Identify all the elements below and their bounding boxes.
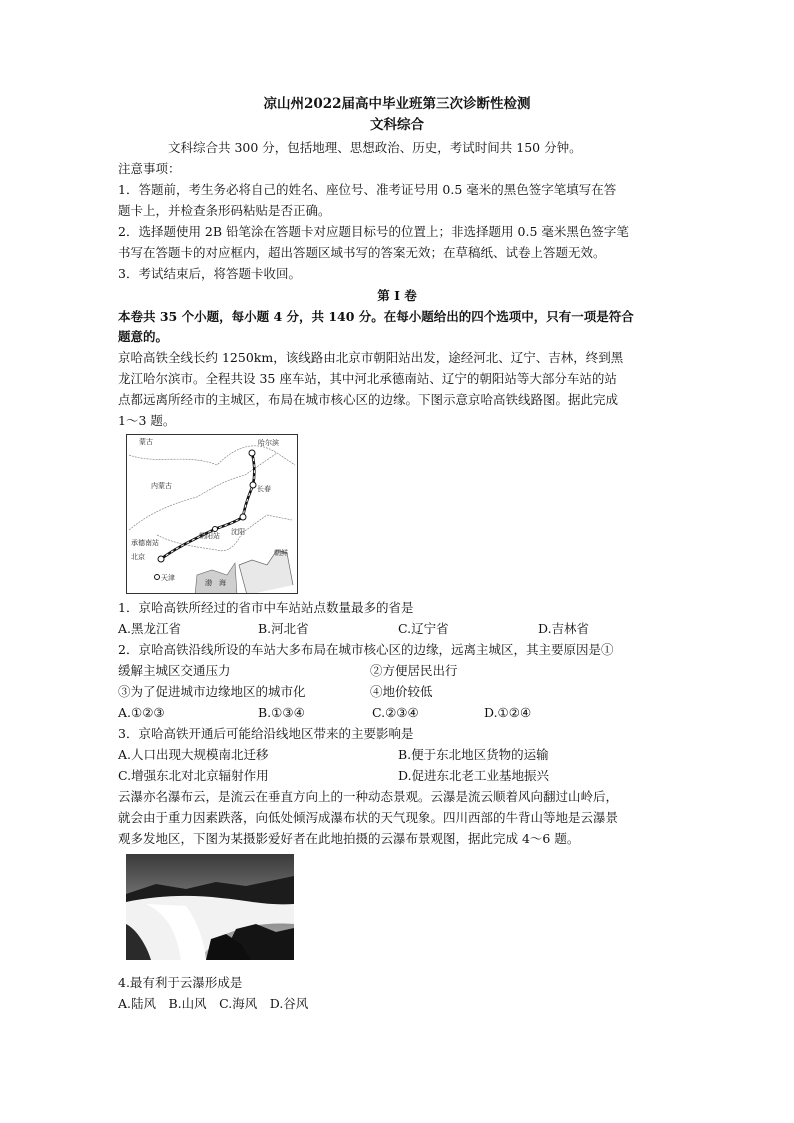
cloud-waterfall-image <box>126 854 294 960</box>
q2-option-b: B.①③④ <box>258 705 305 720</box>
passage2-line1: 云瀑亦名瀑布云，是流云在垂直方向上的一种动态景观。云瀑是流云顺着风向翻过山岭后， <box>118 789 619 804</box>
section-instruction-b: 题意的。 <box>118 329 169 344</box>
section-instruction-a: 本卷共 35 个小题，每小题 4 分，共 140 分。在每小题给出的四个选项中，只有一项是符合 <box>118 309 634 324</box>
map-label-chaoyang: 朝阳站 <box>199 532 220 540</box>
notes-heading: 注意事项： <box>118 161 181 176</box>
note-2b: 书写在答题卡的对应框内，超出答题区域书写的答案无效；在草稿纸、试卷上答题无效。 <box>118 245 606 260</box>
passage1-line3: 点都远离所经市的主城区，布局在城市核心区的边缘。下图示意京哈高铁线路图。据此完成 <box>118 392 619 407</box>
map-label-beijing: 北京 <box>131 553 145 561</box>
q3-stem: 3．京哈高铁开通后可能给沿线地区带来的主要影响是 <box>118 726 414 741</box>
q2-stem-b: 缓解主城区交通压力 <box>118 663 231 678</box>
q4-stem: 4.最有利于云瀑形成是 <box>118 975 243 990</box>
map-label-chaoxian: 朝鲜 <box>274 549 288 557</box>
map-label-chengde: 承德南站 <box>131 539 159 547</box>
map-label-changchun: 长春 <box>257 485 271 493</box>
note-2a: 2．选择题使用 2B 铅笔涂在答题卡对应题目标号的位置上；非选择题用 0.5 毫米黑色签字笔 <box>118 224 629 239</box>
q2-option-c: C.②③④ <box>372 705 419 720</box>
exam-intro: 文科综合共 300 分，包括地理、思想政治、历史，考试时间共 150 分钟。 <box>168 140 582 155</box>
railway-map-graphic <box>127 435 297 593</box>
exam-title: 凉山州2022届高中毕业班第三次诊断性检测 <box>263 96 531 112</box>
q1-option-b: B.河北省 <box>258 621 309 636</box>
q2-statement-2: ②方便居民出行 <box>370 663 458 678</box>
section-title: 第 I 卷 <box>377 288 417 303</box>
q3-option-c: C.增强东北对北京辐射作用 <box>118 768 269 783</box>
railway-map <box>126 434 298 594</box>
cloud-waterfall-photo <box>126 854 294 960</box>
passage1-line2: 龙江哈尔滨市。全程共设 35 座车站，其中河北承德南站、辽宁的朝阳站等大部分车站的站 <box>118 371 617 386</box>
q1-option-d: D.吉林省 <box>538 621 590 636</box>
map-label-bohai: 渤 海 <box>205 579 226 587</box>
q3-option-b: B.便于东北地区货物的运输 <box>398 747 549 762</box>
q2-stem-a: 2．京哈高铁沿线所设的车站大多布局在城市核心区的边缘，远离主城区，其主要原因是① <box>118 642 614 657</box>
q2-option-d: D.①②④ <box>484 705 532 720</box>
q2-option-a: A.①②③ <box>118 705 165 720</box>
q3-option-a: A.人口出现大规模南北迁移 <box>118 747 269 762</box>
passage1-line4: 1～3 题。 <box>118 413 176 428</box>
q1-option-c: C.辽宁省 <box>398 621 449 636</box>
q3-option-d: D.促进东北老工业基地振兴 <box>398 768 550 783</box>
passage1-line1: 京哈高铁全线长约 1250km，该线路由北京市朝阳站出发，途经河北、辽宁、吉林，终到黑 <box>118 350 624 365</box>
map-label-shenyang: 沈阳 <box>231 528 245 536</box>
exam-subtitle: 文科综合 <box>370 117 424 133</box>
q1-stem: 1．京哈高铁所经过的省市中车站站点数量最多的省是 <box>118 600 414 615</box>
q2-statement-4: ④地价较低 <box>370 684 433 699</box>
q2-statement-3: ③为了促进城市边缘地区的城市化 <box>118 684 306 699</box>
passage2-line2: 就会由于重力因素跌落，向低处倾泻成瀑布状的天气现象。四川西部的牛背山等地是云瀑景 <box>118 810 619 825</box>
q1-option-a: A.黑龙江省 <box>118 621 182 636</box>
map-label-menggu: 蒙古 <box>139 438 153 446</box>
note-1b: 题卡上，并检查条形码粘贴是否正确。 <box>118 203 331 218</box>
note-3: 3．考试结束后，将答题卡收回。 <box>118 266 301 281</box>
map-label-neimenggu: 内蒙古 <box>151 482 172 490</box>
map-label-haerbin: 哈尔滨 <box>258 439 279 447</box>
note-1a: 1．答题前，考生务必将自己的姓名、座位号、准考证号用 0.5 毫米的黑色签字笔填写在答 <box>118 182 617 197</box>
q4-options: A.陆风 B.山风 C.海风 D.谷风 <box>118 996 309 1011</box>
map-label-tianjin: 天津 <box>161 574 175 582</box>
passage2-line3: 观多发地区，下图为某摄影爱好者在此地拍摄的云瀑布景观图，据此完成 4～6 题。 <box>118 831 580 846</box>
